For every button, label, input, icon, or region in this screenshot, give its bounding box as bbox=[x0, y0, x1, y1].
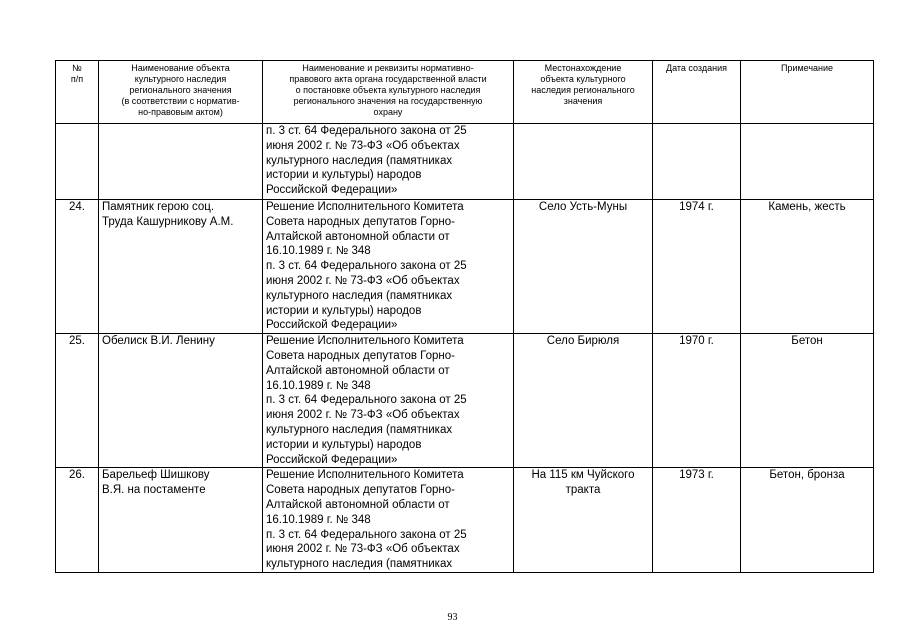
text-line: На 115 км Чуйского bbox=[531, 469, 635, 482]
cell-creation-date: 1973 г. bbox=[653, 468, 741, 573]
header-line: значения bbox=[563, 96, 603, 106]
text-line: июня 2002 г. № 73-ФЗ «Об объектах bbox=[266, 409, 460, 422]
text-line: истории и культуры) народов bbox=[266, 438, 422, 451]
text-line: культурного наследия (памятниках bbox=[266, 289, 453, 302]
text-line: Село Бирюля bbox=[546, 335, 620, 348]
text-line: п. 3 ст. 64 Федерального закона от 25 bbox=[266, 394, 467, 407]
cell-number: 24. bbox=[56, 200, 99, 334]
cell-creation-date: 1970 г. bbox=[653, 334, 741, 468]
cell-legal-act bbox=[263, 124, 514, 200]
text-line: истории и культуры) народов bbox=[266, 169, 422, 182]
text-line: Российской Федерации» bbox=[266, 184, 398, 197]
text-line: Барельеф Шишкову bbox=[102, 469, 210, 482]
text-line: Совета народных депутатов Горно- bbox=[266, 349, 456, 362]
cell-location bbox=[514, 468, 653, 573]
header-line: (в соответствии с норматив- bbox=[121, 96, 240, 106]
header-line: наследия регионального bbox=[531, 85, 635, 95]
header-line: п/п bbox=[70, 74, 84, 84]
header-line: регионального значения bbox=[129, 85, 232, 95]
text-line: В.Я. на постаменте bbox=[102, 484, 206, 497]
text-line: Труда Кашурникову А.М. bbox=[102, 215, 234, 228]
text-line: июня 2002 г. № 73-ФЗ «Об объектах bbox=[266, 274, 460, 287]
header-line: № bbox=[72, 63, 82, 73]
text-line: п. 3 ст. 64 Федерального закона от 25 bbox=[266, 528, 467, 541]
header-line: регионального значения на государственную bbox=[293, 96, 483, 106]
header-line: объекта культурного bbox=[540, 74, 626, 84]
header-line: культурного наследия bbox=[134, 74, 227, 84]
header-line: Наименование объекта bbox=[131, 63, 230, 73]
header-object-name bbox=[99, 61, 263, 124]
text-line: Совета народных депутатов Горно- bbox=[266, 215, 456, 228]
text-line: Село Усть-Муны bbox=[538, 201, 628, 213]
header-line: Примечание bbox=[780, 63, 834, 73]
header-line: Наименование и реквизиты нормативно- bbox=[302, 63, 474, 73]
header-line: но-правовым актом) bbox=[138, 107, 223, 117]
text-line: Решение Исполнительного Комитета bbox=[266, 335, 464, 348]
page-number: 93 bbox=[447, 612, 458, 623]
header-creation-date bbox=[653, 61, 741, 124]
text-line: Алтайской автономной области от bbox=[266, 364, 450, 377]
text-line: Решение Исполнительного Комитета bbox=[266, 201, 464, 213]
text-line: культурного наследия (памятниках bbox=[266, 423, 453, 436]
cell-creation-date: 1974 г. bbox=[653, 200, 741, 334]
cell-note: Камень, жесть bbox=[741, 200, 874, 334]
text-line: 16.10.1989 г. № 348 bbox=[266, 513, 371, 526]
text-line: Решение Исполнительного Комитета bbox=[266, 469, 464, 482]
text-line: культурного наследия (памятниках bbox=[266, 558, 453, 571]
table-row bbox=[56, 200, 874, 334]
text-line: 16.10.1989 г. № 348 bbox=[266, 379, 371, 392]
text-line: Алтайской автономной области от bbox=[266, 498, 450, 511]
heritage-registry-table bbox=[55, 60, 874, 573]
cell-legal-act bbox=[263, 334, 514, 468]
text-line: Российской Федерации» bbox=[266, 319, 398, 332]
text-line: Совета народных депутатов Горно- bbox=[266, 484, 456, 497]
cell-location bbox=[514, 124, 653, 200]
cell-object-name bbox=[99, 468, 263, 573]
cell-object-name bbox=[99, 200, 263, 334]
cell-creation-date bbox=[653, 124, 741, 200]
header-legal-act bbox=[263, 61, 514, 124]
cell-object-name bbox=[99, 334, 263, 468]
header-line: Местонахождение bbox=[544, 63, 622, 73]
table-row bbox=[56, 334, 874, 468]
header-line: о постановке объекта культурного наследия bbox=[295, 85, 481, 95]
cell-object-name bbox=[99, 124, 263, 200]
cell-number: 25. bbox=[56, 334, 99, 468]
text-line: Обелиск В.И. Ленину bbox=[102, 335, 215, 348]
text-line: истории и культуры) народов bbox=[266, 304, 422, 317]
text-line: 16.10.1989 г. № 348 bbox=[266, 245, 371, 258]
text-line: тракта bbox=[565, 484, 601, 497]
cell-note: Бетон, бронза bbox=[741, 468, 874, 573]
cell-note bbox=[741, 124, 874, 200]
cell-legal-act bbox=[263, 200, 514, 334]
header-number bbox=[56, 61, 99, 124]
table-row-continuation bbox=[56, 124, 874, 200]
text-line: Памятник герою соц. bbox=[102, 201, 215, 213]
cell-location bbox=[514, 200, 653, 334]
cell-note: Бетон bbox=[741, 334, 874, 468]
text-line: Алтайской автономной области от bbox=[266, 230, 450, 243]
header-note bbox=[741, 61, 874, 124]
table-header-row bbox=[56, 61, 874, 124]
text-line: культурного наследия (памятниках bbox=[266, 154, 453, 167]
table-row bbox=[56, 468, 874, 573]
header-line: Дата создания bbox=[666, 63, 727, 73]
text-line: п. 3 ст. 64 Федерального закона от 25 bbox=[266, 260, 467, 273]
header-line: охрану bbox=[373, 107, 403, 117]
cell-legal-act bbox=[263, 468, 514, 573]
text-line: июня 2002 г. № 73-ФЗ «Об объектах bbox=[266, 139, 460, 152]
header-location bbox=[514, 61, 653, 124]
text-line: июня 2002 г. № 73-ФЗ «Об объектах bbox=[266, 543, 460, 556]
cell-number: 26. bbox=[56, 468, 99, 573]
cell-location bbox=[514, 334, 653, 468]
header-line: правового акта органа государственной власти bbox=[289, 74, 487, 84]
text-line: п. 3 ст. 64 Федерального закона от 25 bbox=[266, 125, 467, 137]
cell-number bbox=[56, 124, 99, 200]
text-line: Российской Федерации» bbox=[266, 453, 398, 466]
